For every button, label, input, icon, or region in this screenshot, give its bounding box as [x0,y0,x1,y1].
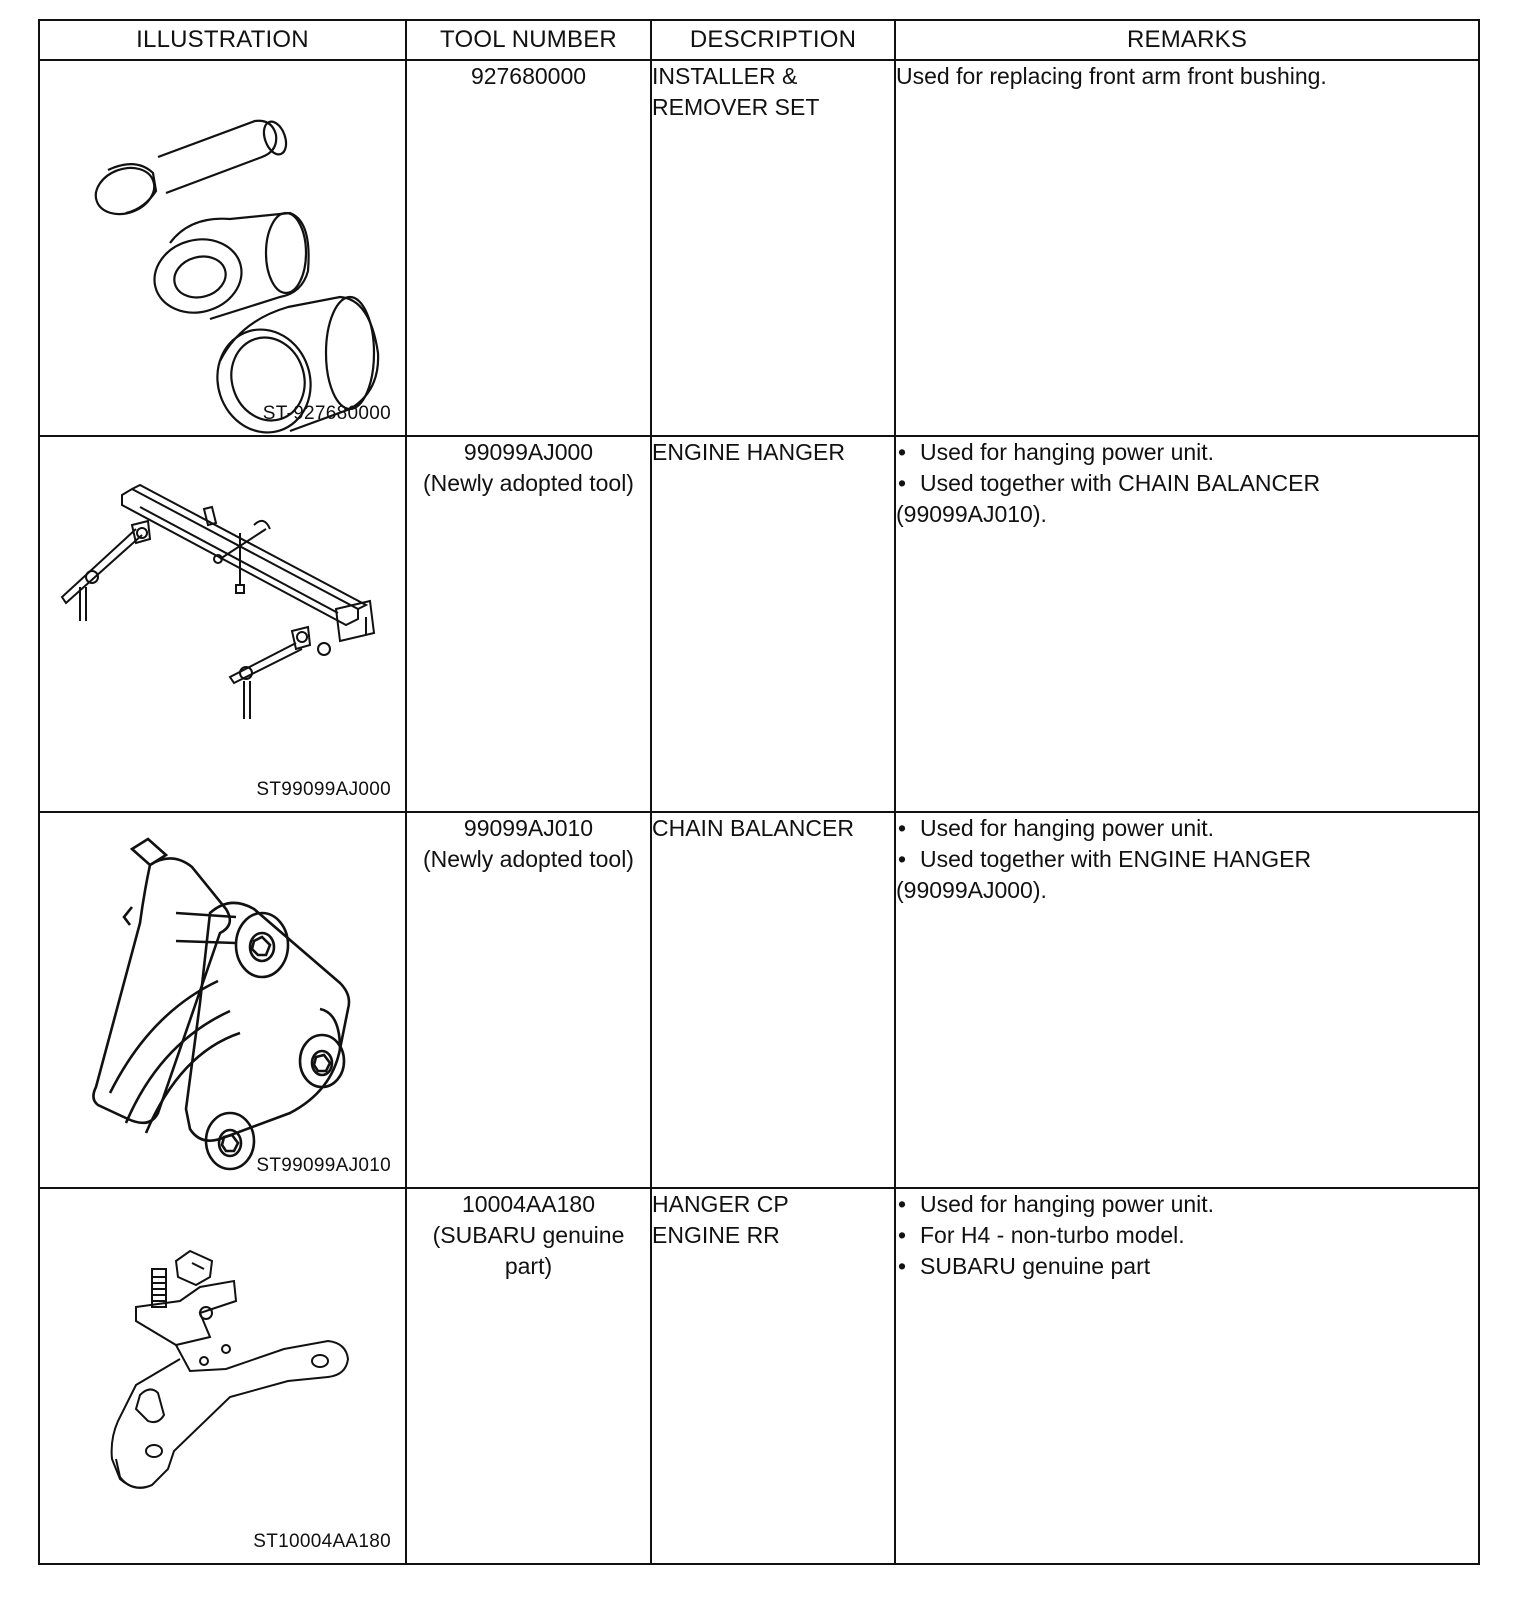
description: ENGINE HANGER [652,439,845,465]
list-item: • SUBARU genuine part [896,1251,1478,1282]
description-cell [651,1188,895,1564]
remarks-cell [895,812,1479,1188]
remarks-cell [895,60,1479,436]
list-item: • Used for hanging power unit. [896,813,1478,844]
special-tools-table [38,19,1480,1565]
header-row [39,20,1479,60]
table-row [39,812,1479,1188]
illustration-cell [39,812,406,1188]
tool-number: 10004AA180 (SUBARU genuine part) [432,1191,625,1279]
list-item: • Used for hanging power unit. [896,437,1478,468]
header-remarks: REMARKS [895,20,1479,60]
table-row [39,436,1479,812]
description: HANGER CP ENGINE RR [652,1191,789,1248]
installer-remover-set-illustration [40,61,416,435]
table-row [39,60,1479,436]
description-cell [651,812,895,1188]
header-tool-number: TOOL NUMBER [406,20,651,60]
tool-number: 99099AJ000 (Newly adopted tool) [423,439,634,496]
tool-number-cell [406,812,651,1188]
illustration-cell [39,1188,406,1564]
remarks-cell [895,436,1479,812]
illustration-cell [39,60,406,436]
illustration-caption: ST99099AJ010 [256,1155,391,1176]
list-item [896,468,1478,530]
list-item-text: Used together with ENGINE HANGER [920,846,1312,872]
remarks-list [896,437,1478,530]
list-item-text: Used together with CHAIN BALANCER [920,470,1321,496]
engine-hanger-illustration [40,437,416,811]
illustration-caption: ST10004AA180 [253,1531,391,1552]
remarks-cell [895,1188,1479,1564]
chain-balancer-illustration [40,813,416,1187]
tool-number: 927680000 [470,63,587,89]
illustration-caption: ST-927680000 [262,403,391,424]
remarks-list [896,1189,1478,1282]
description-cell [651,60,895,436]
list-item-continuation: (99099AJ000). [896,877,1047,903]
illustration-cell [39,436,406,812]
remark-text: Used for replacing front arm front bushing. [896,63,1327,89]
description: INSTALLER & REMOVER SET [652,63,820,120]
list-item-continuation: (99099AJ010). [896,501,1047,527]
header-illustration: ILLUSTRATION [39,20,406,60]
hanger-cp-engine-rr-illustration [40,1189,416,1563]
list-item: • Used for hanging power unit. [896,1189,1478,1220]
tool-number-cell [406,436,651,812]
list-item: • For H4 - non-turbo model. [896,1220,1478,1251]
description: CHAIN BALANCER [652,815,854,841]
tool-number-cell [406,1188,651,1564]
table-row [39,1188,1479,1564]
illustration-caption: ST99099AJ000 [256,779,391,800]
remarks-list [896,813,1478,906]
list-item [896,844,1478,906]
tool-number-cell [406,60,651,436]
header-description: DESCRIPTION [651,20,895,60]
description-cell [651,436,895,812]
tool-number: 99099AJ010 (Newly adopted tool) [423,815,634,872]
